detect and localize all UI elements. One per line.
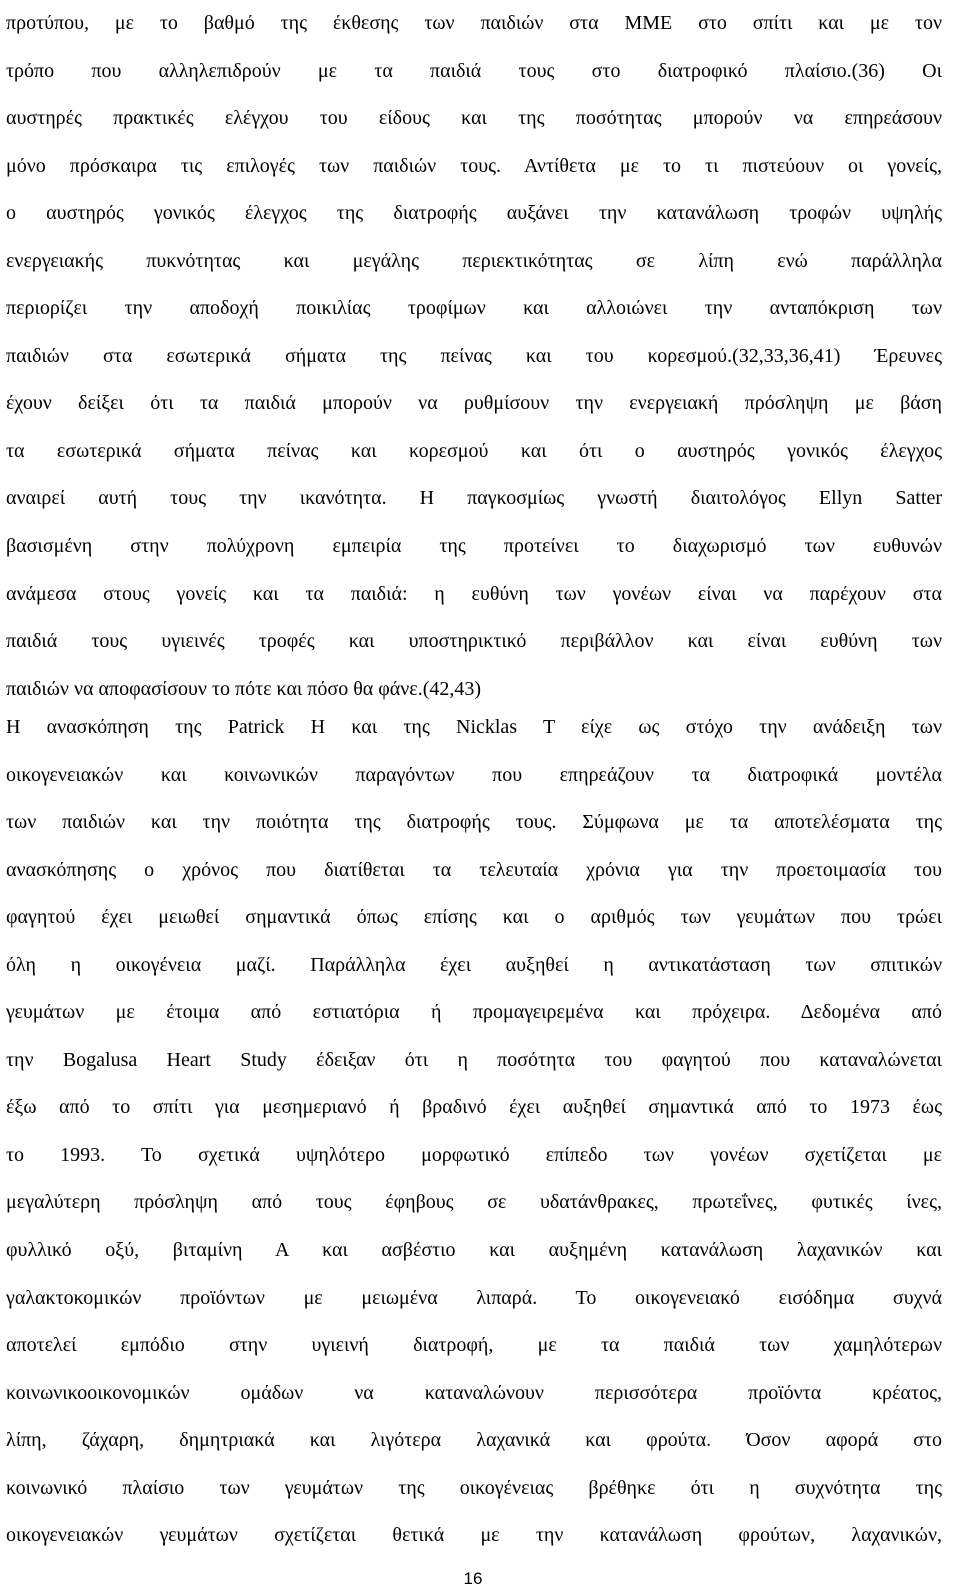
text-line: λίπη, ζάχαρη, δημητριακά και λιγότερα λαχανικά και φρούτα. Όσον αφορά στο: [6, 1429, 942, 1452]
text-line: μεγαλύτερη πρόσληψη από τους έφηβους σε υδατάνθρακες, πρωτεΐνες, φυτικές ίνες,: [6, 1191, 942, 1214]
text-line: βασισμένη στην πολύχρονη εμπειρία της προτείνει το διαχωρισμό των ευθυνών: [6, 535, 942, 558]
text-line: φαγητού έχει μειωθεί σημαντικά όπως επίσης και ο αριθμός των γευμάτων που τρώει: [6, 906, 942, 929]
text-line: ενεργειακής πυκνότητας και μεγάλης περιεκτικότητας σε λίπη ενώ παράλληλα: [6, 249, 942, 272]
text-line: έξω από το σπίτι για μεσημεριανό ή βραδινό έχει αυξηθεί σημαντικά από το 1973 έως: [6, 1096, 942, 1119]
body-paragraph-1: [6, 0, 942, 713]
text-line: τρόπο που αλληλεπιδρούν με τα παιδιά τους στο διατροφικό πλαίσιο.(36) Οι: [6, 59, 942, 82]
text-line: παιδιά τους υγιεινές τροφές και υποστηρικτικό περιβάλλον και είναι ευθύνη των: [6, 630, 942, 653]
text-line: περιορίζει την αποδοχή ποικιλίας τροφίμων και αλλοιώνει την ανταπόκριση των: [6, 297, 942, 320]
text-line: οικογενειακών γευμάτων σχετίζεται θετικά με την κατανάλωση φρούτων, λαχανικών,: [6, 1524, 942, 1547]
text-line: έχουν δείξει ότι τα παιδιά μπορούν να ρυθμίσουν την ενεργειακή πρόσληψη με βάση: [6, 392, 942, 415]
text-line: Η ανασκόπηση της Patrick H και της Nicklas T είχε ως στόχο την ανάδειξη των: [6, 716, 942, 738]
text-line: κοινωνικό πλαίσιο των γευμάτων της οικογένειας βρέθηκε ότι η συχνότητα της: [6, 1476, 942, 1499]
text-line: ο αυστηρός γονικός έλεγχος της διατροφής αυξάνει την κατανάλωση τροφών υψηλής: [6, 202, 942, 225]
page-number: 16: [463, 1569, 483, 1588]
text-line: παιδιών να αποφασίσουν το πότε και πόσο θα φάνε.(42,43): [6, 677, 482, 700]
text-line: παιδιών στα εσωτερικά σήματα της πείνας και του κορεσμού.(32,33,36,41) Έρευνες: [6, 344, 942, 367]
text-line: όλη η οικογένεια μαζί. Παράλληλα έχει αυξηθεί η αντικατάσταση των σπιτικών: [6, 953, 942, 976]
text-line: τα εσωτερικά σήματα πείνας και κορεσμού και ότι ο αυστηρός γονικός έλεγχος: [6, 439, 942, 462]
text-line: αυστηρές πρακτικές ελέγχου του είδους και της ποσότητας μπορούν να επηρεάσουν: [6, 107, 942, 130]
text-line: προτύπου, με το βαθμό της έκθεσης των παιδιών στα ΜΜΕ στο σπίτι και με τον: [6, 12, 942, 34]
text-line: αποτελεί εμπόδιο στην υγιεινή διατροφή, με τα παιδιά των χαμηλότερων: [6, 1334, 942, 1357]
text-line: την Bogalusa Heart Study έδειξαν ότι η ποσότητα του φαγητού που καταναλώνεται: [6, 1048, 942, 1071]
text-line: γευμάτων με έτοιμα από εστιατόρια ή προμαγειρεμένα και πρόχειρα. Δεδομένα από: [6, 1001, 942, 1024]
text-line: αναιρεί αυτή τους την ικανότητα. Η παγκοσμίως γνωστή διαιτολόγος Ellyn Satter: [6, 487, 942, 510]
text-line: φυλλικό οξύ, βιταμίνη Α και ασβέστιο και αυξημένη κατανάλωση λαχανικών και: [6, 1239, 942, 1262]
text-line: μόνο πρόσκαιρα τις επιλογές των παιδιών τους. Αντίθετα με το τι πιστεύουν οι γονείς,: [6, 154, 942, 177]
text-line: των παιδιών και την ποιότητα της διατροφής τους. Σύμφωνα με τα αποτελέσματα της: [6, 811, 942, 834]
text-line: οικογενειακών και κοινωνικών παραγόντων που επηρεάζουν τα διατροφικά μοντέλα: [6, 763, 942, 786]
body-paragraph-2: [6, 704, 942, 1560]
text-line: γαλακτοκομικών προϊόντων με μειωμένα λιπαρά. Το οικογενειακό εισόδημα συχνά: [6, 1286, 942, 1309]
text-line: το 1993. Το σχετικά υψηλότερο μορφωτικό επίπεδο των γονέων σχετίζεται με: [6, 1143, 942, 1166]
text-line: κοινωνικοοικονομικών ομάδων να καταναλώνουν περισσότερα προϊόντα κρέατος,: [6, 1381, 942, 1404]
text-line: ανασκόπησης ο χρόνος που διατίθεται τα τελευταία χρόνια για την προετοιμασία του: [6, 858, 942, 881]
text-line: ανάμεσα στους γονείς και τα παιδιά: η ευθύνη των γονέων είναι να παρέχουν στα: [6, 582, 942, 605]
